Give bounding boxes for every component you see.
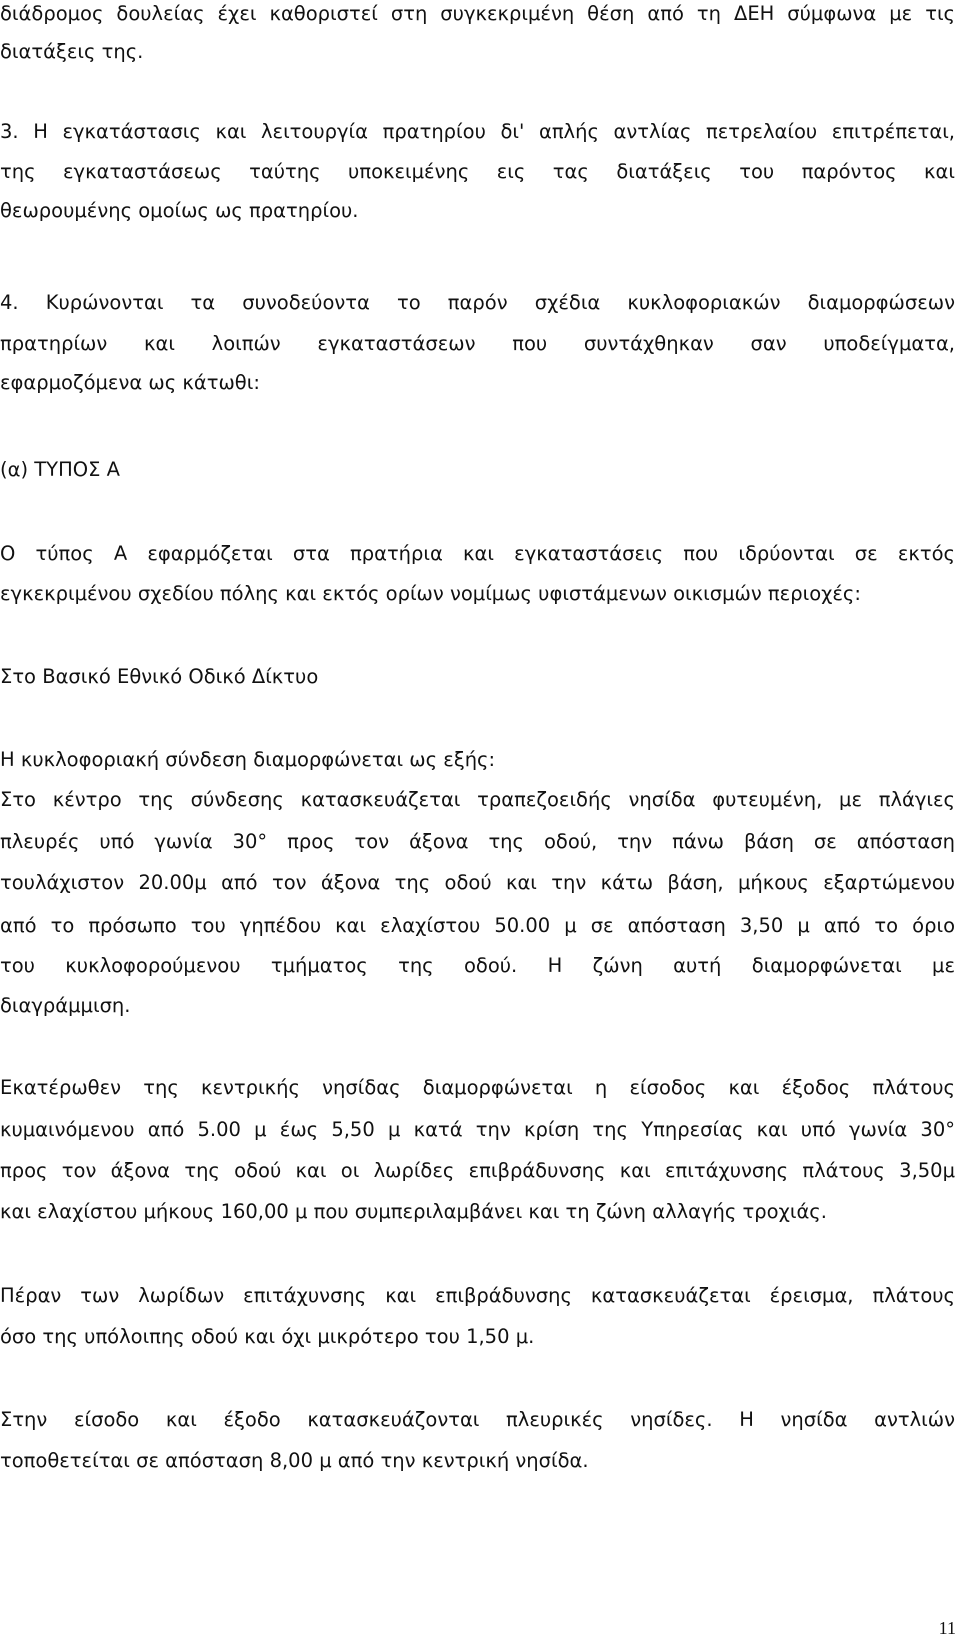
text-line: 3. Η εγκατάστασις και λειτουργία πρατηρίου δι' απλής αντλίας πετρελαίου επιτρέπεται, <box>0 120 955 143</box>
text-line: τοποθετείται σε απόσταση 8,00 μ από την κεντρική νησίδα. <box>0 1449 589 1472</box>
text-line: Στο Βασικό Εθνικό Οδικό Δίκτυο <box>0 665 319 688</box>
text-line: Στην είσοδο και έξοδο κατασκευάζονται πλευρικές νησίδες. Η νησίδα αντλιών <box>0 1408 955 1431</box>
text-line: Ο τύπος Α εφαρμόζεται στα πρατήρια και εγκαταστάσεις που ιδρύονται σε εκτός <box>0 542 955 565</box>
text-line: προς τον άξονα της οδού και οι λωρίδες επιβράδυνσης και επιτάχυνσης πλάτους 3,50μ <box>0 1159 955 1182</box>
text-line: της εγκαταστάσεως ταύτης υποκειμένης εις τας διατάξεις του παρόντος και <box>0 160 955 183</box>
section-heading: (α) ΤΥΠΟΣ Α <box>0 458 120 481</box>
text-line: πρατηρίων και λοιπών εγκαταστάσεων που συντάχθηκαν σαν υποδείγματα, <box>0 332 955 355</box>
text-line: Πέραν των λωρίδων επιτάχυνσης και επιβράδυνσης κατασκευάζεται έρεισμα, πλάτους <box>0 1284 955 1307</box>
text-line: Στο κέντρο της σύνδεσης κατασκευάζεται τραπεζοειδής νησίδα φυτευμένη, με πλάγιες <box>0 788 955 811</box>
text-line: θεωρουμένης ομοίως ως πρατηρίου. <box>0 199 359 222</box>
text-line: Εκατέρωθεν της κεντρικής νησίδας διαμορφώνεται η είσοδος και έξοδος πλάτους <box>0 1076 955 1099</box>
text-line: από το πρόσωπο του γηπέδου και ελαχίστου 50.00 μ σε απόσταση 3,50 μ από το όριο <box>0 914 955 937</box>
text-line: Η κυκλοφοριακή σύνδεση διαμορφώνεται ως εξής: <box>0 748 496 771</box>
text-line: όσο της υπόλοιπης οδού και όχι μικρότερο του 1,50 μ. <box>0 1325 535 1348</box>
text-line: τουλάχιστον 20.00μ από τον άξονα της οδού και την κάτω βάση, μήκους εξαρτώμενου <box>0 871 955 894</box>
text-line: εγκεκριμένου σχεδίου πόλης και εκτός ορίων νομίμως υφιστάμενων οικισμών περιοχές: <box>0 582 861 605</box>
text-line: διάδρομος δουλείας έχει καθοριστεί στη συγκεκριμένη θέση από τη ΔΕΗ σύμφωνα με τις <box>0 2 955 25</box>
text-line: διαγράμμιση. <box>0 994 131 1017</box>
text-line: κυμαινόμενου από 5.00 μ έως 5,50 μ κατά την κρίση της Υπηρεσίας και υπό γωνία 30° <box>0 1118 955 1141</box>
text-line: εφαρμοζόμενα ως κάτωθι: <box>0 371 260 394</box>
text-line: 4. Κυρώνονται τα συνοδεύοντα το παρόν σχέδια κυκλοφοριακών διαμορφώσεων <box>0 291 955 314</box>
text-line: και ελαχίστου μήκους 160,00 μ που συμπεριλαμβάνει και τη ζώνη αλλαγής τροχιάς. <box>0 1200 827 1223</box>
page-number: 11 <box>938 1618 956 1638</box>
text-line: διατάξεις της. <box>0 40 144 63</box>
text-line: πλευρές υπό γωνία 30° προς τον άξονα της οδού, την πάνω βάση σε απόσταση <box>0 830 955 853</box>
text-line: του κυκλοφορούμενου τμήματος της οδού. Η ζώνη αυτή διαμορφώνεται με <box>0 954 955 977</box>
